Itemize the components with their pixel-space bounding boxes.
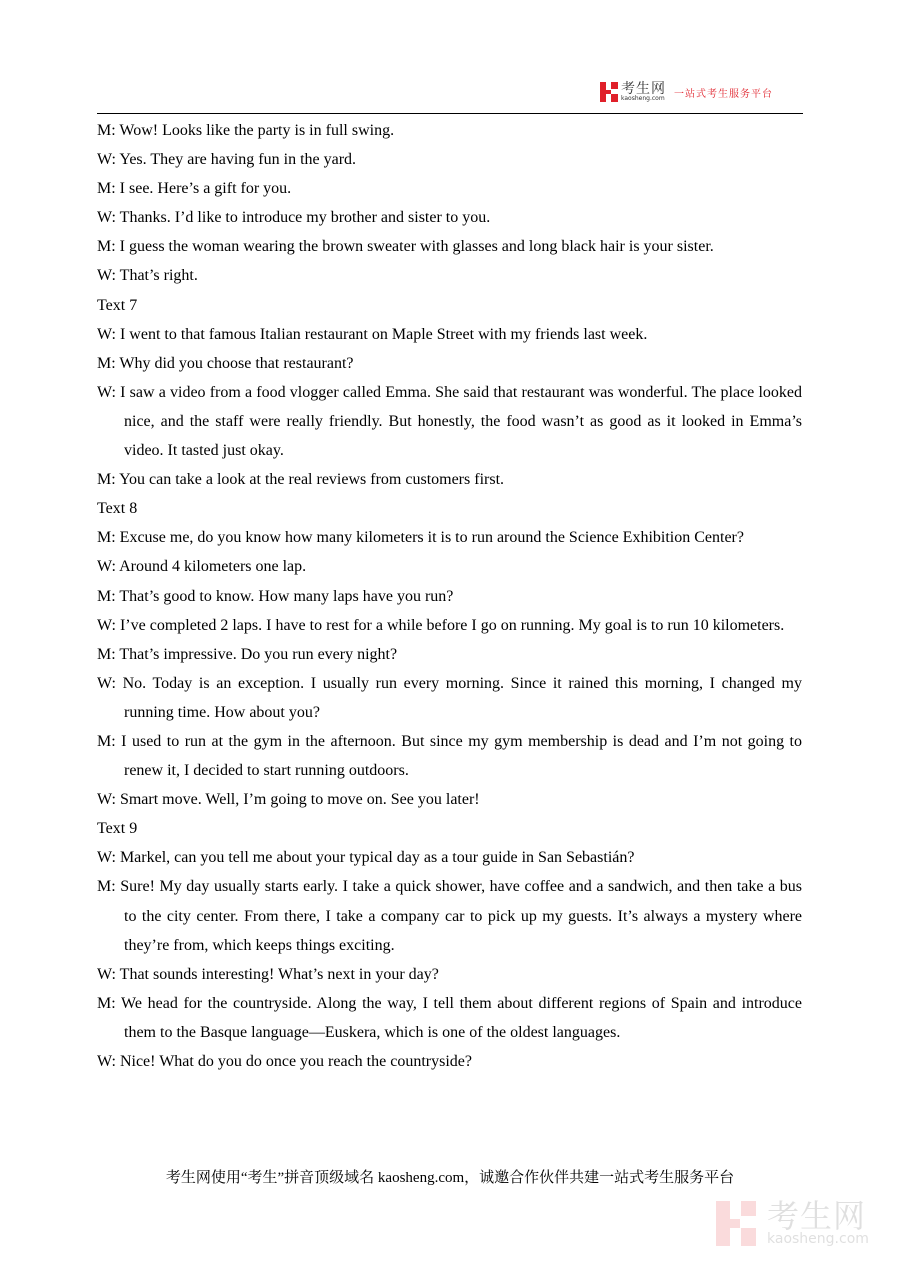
dialogue-line: W: That’s right. [97, 267, 198, 285]
watermark-cn: 考生网 [767, 1197, 867, 1235]
dialogue-line: W: No. Today is an exception. I usually run every morning. Since it rained this morning, I changed my running time. How about you? [97, 674, 802, 721]
section-heading: Text 7 [97, 296, 138, 314]
watermark-en: kaosheng.com [767, 1231, 869, 1247]
dialogue-line: W: Nice! What do you do once you reach the countryside? [97, 1053, 472, 1070]
section-heading: Text 8 [97, 500, 138, 518]
dialogue-line: W: I saw a video from a food vlogger called Emma. She said that restaurant was wonderful. The place looked nice, and the staff were really friendly. But honestly, the food wasn’t as good as it looked in Emma’s video. It tasted just okay. [97, 383, 802, 460]
dialogue-line: W: Thanks. I’d like to introduce my brother and sister to you. [97, 209, 491, 227]
dialogue-line: W: That sounds interesting! What’s next in your day? [97, 965, 439, 983]
dialogue-line: W: I went to that famous Italian restaurant on Maple Street with my friends last week. [97, 325, 648, 343]
dialogue-line: M: That’s good to know. How many laps have you run? [97, 587, 454, 605]
watermark-logo-icon [716, 1201, 756, 1246]
dialogue-line: M: I used to run at the gym in the afternoon. But since my gym membership is dead and I’m not going to renew it, I decided to start running outdoors. [97, 732, 802, 780]
dialogue-line: M: Sure! My day usually starts early. I take a quick shower, have coffee and a sandwich, and then take a bus to the city center. From there, I take a company car to pick up my guests. It’s always a mystery where they’re from, which keeps things exciting. [97, 878, 802, 954]
watermark [716, 1197, 869, 1247]
header-rule [97, 113, 803, 114]
dialogue-line: M: That’s impressive. Do you run every night? [97, 645, 398, 663]
logo-cn: 考生网 [621, 81, 666, 97]
dialogue-line: M: I guess the woman wearing the brown sweater with glasses and long black hair is your sister. [97, 238, 714, 256]
dialogue-line: M: I see. Here’s a gift for you. [97, 180, 292, 198]
dialogue-line: W: Smart move. Well, I’m going to move on. See you later! [97, 791, 480, 809]
dialogue-line: W: Markel, can you tell me about your typical day as a tour guide in San Sebastián? [97, 849, 635, 867]
dialogue-line: M: Excuse me, do you know how many kilometers it is to run around the Science Exhibition Center? [97, 529, 744, 547]
dialogue-line: M: Wow! Looks like the party is in full swing. [97, 122, 395, 139]
dialogue-line: M: We head for the countryside. Along the way, I tell them about different regions of Spain and introduce them to the Basque language—Euskera, which is one of the oldest languages. [97, 994, 802, 1041]
kaosheng-logo-icon [600, 82, 618, 102]
dialogue-line: W: I’ve completed 2 laps. I have to rest for a while before I go on running. My goal is to run 10 kilometers. [97, 616, 785, 634]
dialogue-line: W: Around 4 kilometers one lap. [97, 558, 307, 576]
header-slogan: 一站式考生服务平台 [674, 88, 773, 100]
header-logo [600, 82, 773, 102]
dialogue-line: M: Why did you choose that restaurant? [97, 354, 354, 372]
transcript-body [97, 116, 802, 1076]
dialogue-line: M: You can take a look at the real reviews from customers first. [97, 471, 505, 489]
logo-en: kaosheng.com [621, 95, 665, 102]
dialogue-line: W: Yes. They are having fun in the yard. [97, 151, 357, 169]
footer-text: 考生网使用“考生”拼音顶级域名 kaosheng.com，诚邀合作伙伴共建一站式考生服务平台 [165, 1170, 735, 1186]
section-heading: Text 9 [97, 820, 138, 838]
